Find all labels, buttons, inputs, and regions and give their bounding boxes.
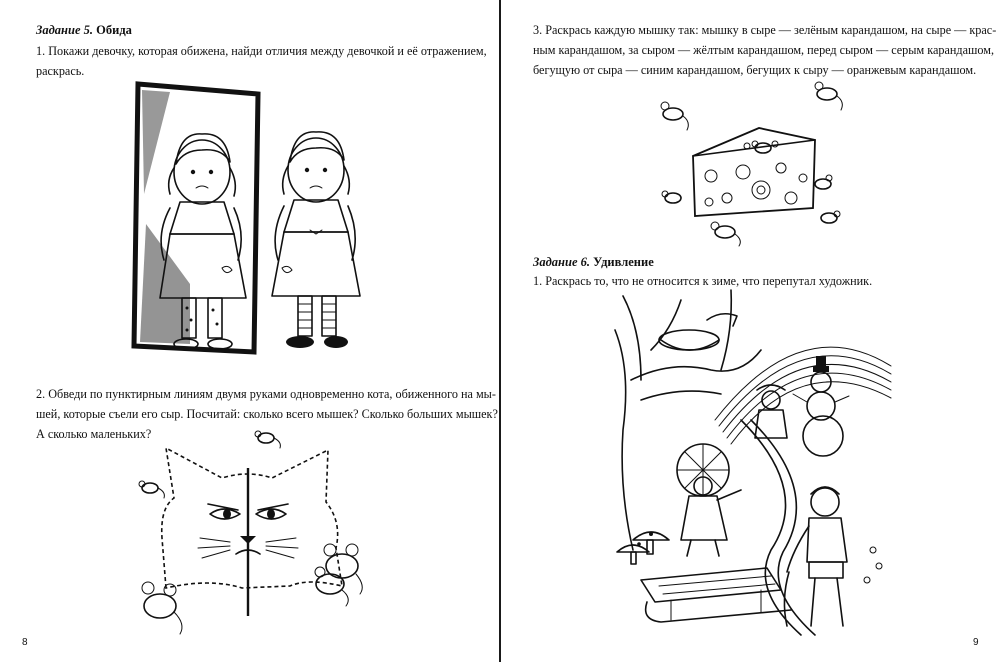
task5-item2-line1: 2. Обведи по пунктирным линиям двумя руками одновременно кота, обиженного на мы- xyxy=(36,387,496,401)
mouse xyxy=(662,191,681,203)
flowers xyxy=(864,547,882,583)
cheese-mice-illustration xyxy=(651,86,851,246)
mouse xyxy=(815,82,842,110)
mouse xyxy=(815,175,832,189)
mouse xyxy=(821,211,840,223)
boy-with-sled xyxy=(784,487,847,626)
task5-item3-line1: 3. Раскрась каждую мышку так: мышку в сыре — зелёным карандашом, на сыре — крас- xyxy=(533,23,997,37)
page-number-right: 9 xyxy=(973,637,979,648)
girl-mirror-illustration xyxy=(130,84,370,379)
mouse-small xyxy=(139,481,164,498)
task5-heading xyxy=(36,20,132,41)
task5-label: Задание 5. xyxy=(36,23,94,37)
task5-item3-line2: ным карандашом, за сыром — жёлтым карандашом, перед сыром — серым карандашом, xyxy=(533,43,995,57)
task5-title: Обида xyxy=(96,23,132,37)
left-page xyxy=(0,0,499,662)
mouse xyxy=(711,222,740,246)
task6-heading xyxy=(533,252,654,273)
real-girl xyxy=(272,132,360,348)
right-page xyxy=(501,0,1000,662)
winter-scene-illustration xyxy=(611,290,891,635)
task5-item2-line2: шей, которые съели его сыр. Посчитай: сколько всего мышек? Сколько больших мышек? xyxy=(36,407,498,421)
mouse-big xyxy=(142,582,182,634)
snowman xyxy=(793,356,849,456)
task5-instruction-line1: 1. Покажи девочку, которая обижена, найди отличия между девочкой и её отражением, xyxy=(36,44,487,58)
task6-title: Удивление xyxy=(593,255,654,269)
mouse-big xyxy=(315,567,348,606)
girl-with-parasol xyxy=(677,444,741,556)
task6-instruction: 1. Раскрась то, что не относится к зиме, что перепутал художник. xyxy=(533,274,873,288)
dotted-cat-illustration xyxy=(130,438,380,638)
task5-item3-line3: бегущую от сыра — синим карандашом, бегущих к сыру — оранжевым карандашом. xyxy=(533,63,977,77)
mushrooms xyxy=(617,532,669,564)
mouse-small xyxy=(255,431,280,448)
task5-instruction-line2: раскрась. xyxy=(36,64,85,78)
sled xyxy=(641,568,791,622)
page-number-left: 8 xyxy=(22,637,28,648)
task5-item2-line3: А сколько маленьких? xyxy=(36,427,152,441)
task6-label: Задание 6. xyxy=(533,255,591,269)
mouse xyxy=(661,102,688,130)
